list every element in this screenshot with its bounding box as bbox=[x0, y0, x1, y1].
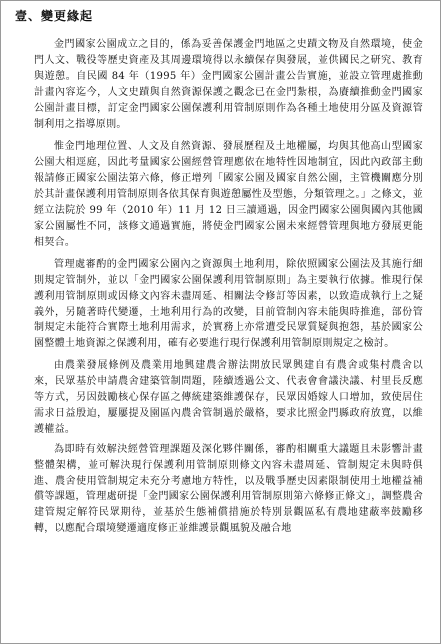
paragraph-farmhouse-issue: 由農業發展條例及農業用地興建農舍辦法開放民眾興建自有農舍或集村農舍以來，民眾基於申請農舍建築管制問題，陸續透過公文、代表會會議決議、村里長反應等方式，另因鼓勵核心保存區之傳統建築維護保存，民眾因婚嫁人口增加，致使居住需求日益殷迫，屢屢提及園區內農舍管制過於嚴格，要求比照金門縣政府放寬，以維護權益。 bbox=[34, 360, 423, 435]
section-heading: 壹、變更緣起 bbox=[15, 9, 94, 23]
paragraph-legal-amendment: 惟金門地理位置、人文及自然資源、發展歷程及土地權屬，均與其他高山型國家公園大相逕庭，因此考量國家公園經營管理應依在地特性因地制宜，因此內政部主動報請修正國家公園法第六條，修正增列「國家公園及國家自然公園，主管機關應分別於其計畫保護利用管制原則各依其保育與遊憩屬性及型態，分類管理之。」之條文，並經立法院於 99 年（2010 年）11 月 12 日三讀通過，因金門國家公園與國內其他國家公園屬性不同，該修文通過實施，將使金門國家公園未來經營管理與地方發展更能相契合。 bbox=[34, 141, 423, 248]
paragraph-revision-proposal: 為即時有效解決經營管理課題及深化夥伴關係，審酌相關重大議題且未影響計畫整體架構，並可解決現行保護利用管制原則條文內容未盡周延、管制規定未與時俱進、農舍使用管制規定未充分考慮地方特性，以及戰爭歷史因素限制使用土地權益補償等課題，管理處研提「金門國家公園保護利用管制原則第六條修正條文」，調整農舍建管規定解符民眾期待，並基於生態補償措施於特別景觀區私有農地建蔽率鼓勵移轉，以應配合環境變遷適度修正並維護景觀風貌及融合地 bbox=[34, 443, 423, 535]
document-body bbox=[34, 37, 423, 537]
paragraph-purpose: 金門國家公園成立之目的，係為妥善保護金門地區之史蹟文物及自然環境，使金門人文、戰役等歷史資產及其周邊環境得以永續保存與發展，並供國民之研究、教育與遊憩。自民國 84 年（1995 年）金門國家公園計畫公告實施，並設立管理處推動計畫內容迄今，人文史蹟與自然資源保護之觀念已在金門紮根，為賡續推動金門國家公園計畫目標，訂定金門國家公園保護利用管制原則作為各種土地使用分區及資源管制利用之指導原則。 bbox=[34, 39, 423, 130]
paragraph-review-need: 管理處審酌的金門國家公園內之資源與土地利用，除依照國家公園法及其施行細則規定管制外，並以「金門國家公園保護利用管制原則」為主要執行依據。惟現行保護利用管制原則或因條文內容未盡周延、相關法令修訂等因素，以致造成執行上之疑義外，另隨著時代變遷，土地利用行為的改變，目前管制內容未能與時推進，部份管制規定未能符合實際土地利用需求，於實務上亦常遭受民眾質疑與抱怨，基於國家公園整體土地資源之保護利用，確有必要進行現行保護利用管制原則規定之檢討。 bbox=[34, 258, 423, 350]
